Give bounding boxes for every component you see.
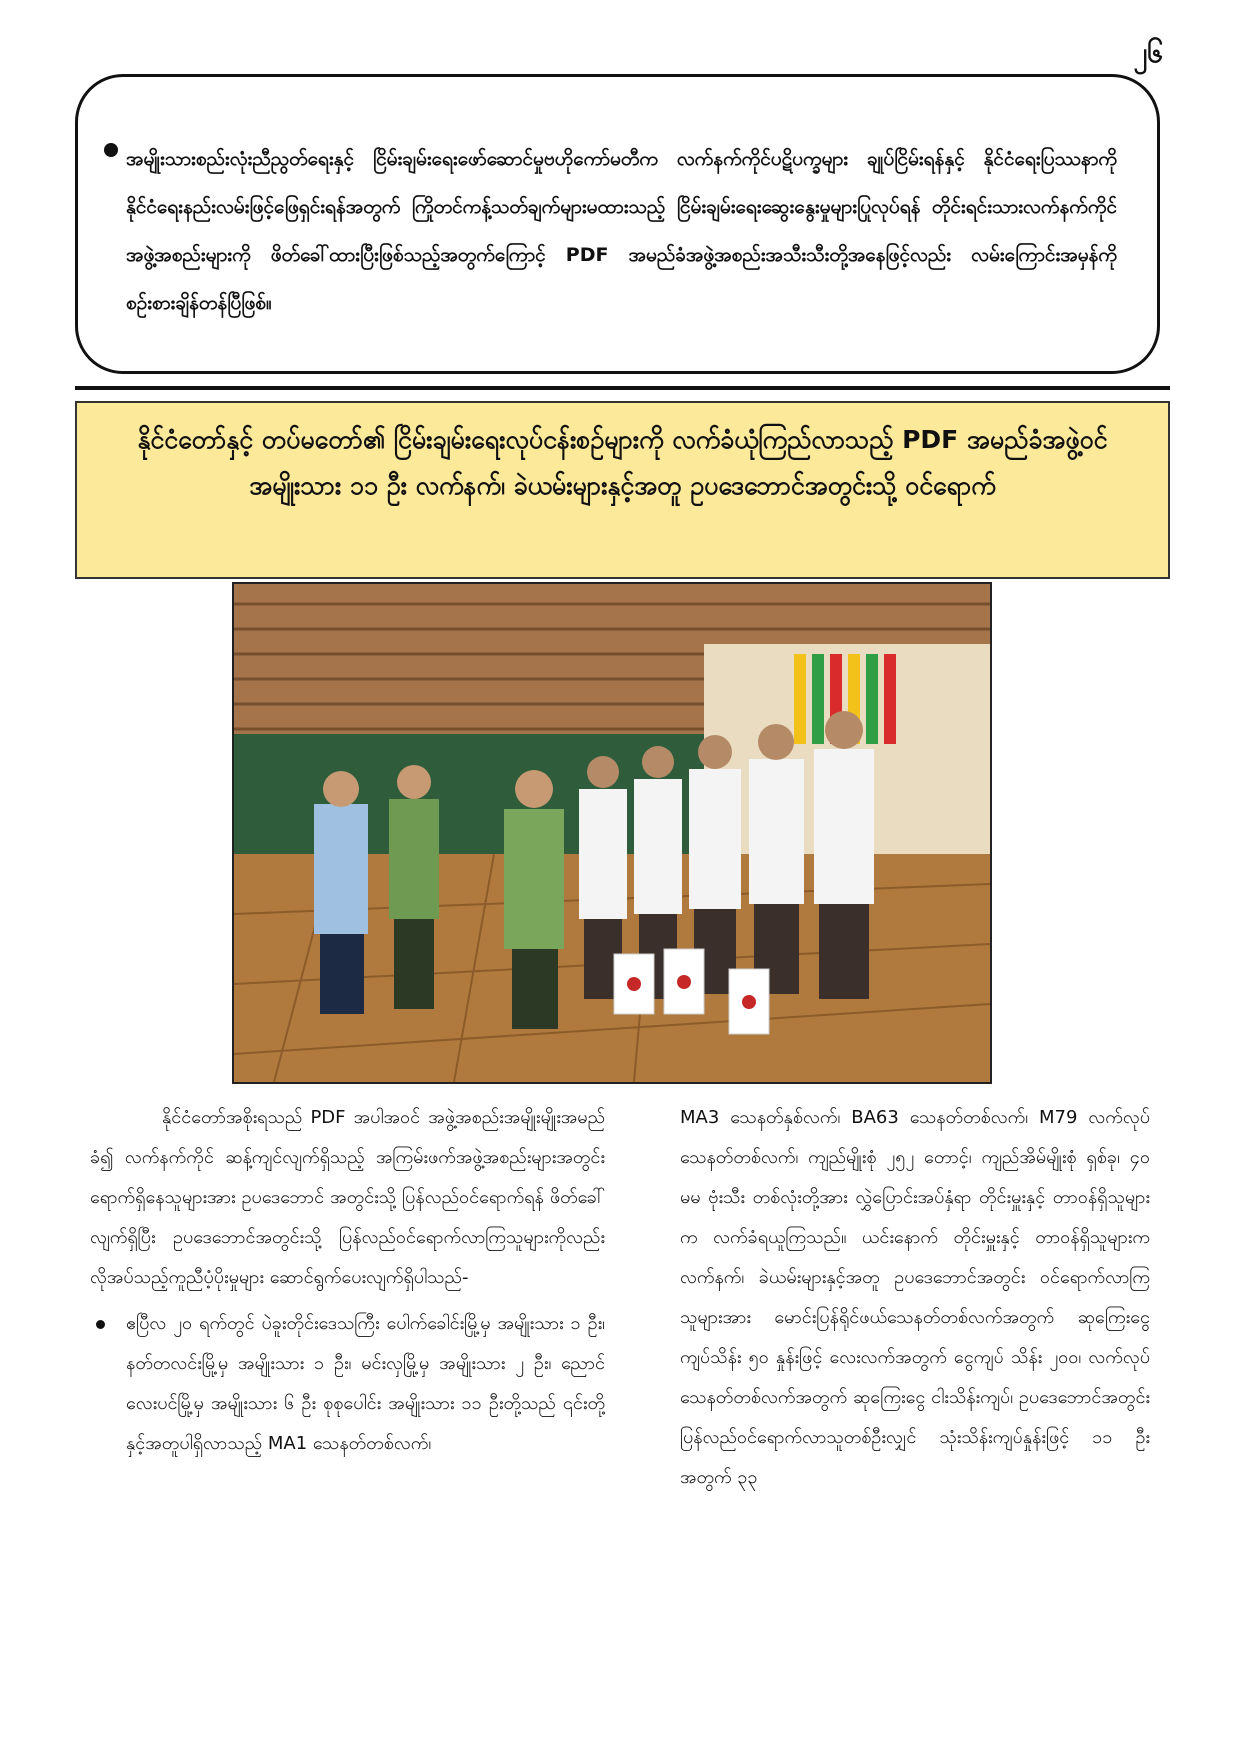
article-bullet-text: ဧပြီလ ၂၀ ရက်တွင် ပဲခူးတိုင်းဒေသကြီး ပေါက်ခေါင်းမြို့မှ အမျိုးသား ၁ ဦး၊ နတ်တလင်းမြို့မှ အမျိုးသား ၁ ဦး၊ မင်းလှမြို့မှ အမျိုးသား ၂ ဦး၊ ညောင်လေးပင်မြို့မှ အမျိုးသား ၆ ဦး စုစုပေါင်း အမျိုးသား ၁၁ ဦးတို့သည် ၎င်းတို့နှင့်အတူပါရှိလာသည့် MA1 သေနတ်တစ်လက်၊ [126,1313,605,1454]
section-divider [75,386,1170,390]
page-number: ၂၆ [1133,36,1163,69]
headline-box [75,401,1170,579]
article-intro-paragraph: နိုင်ငံတော်အစိုးရသည် PDF အပါအဝင် အဖွဲ့အစည်းအမျိုးမျိုးအမည်ခံ၍ လက်နက်ကိုင် ဆန့်ကျင်လျက်ရှိသည့် အကြမ်းဖက်အဖွဲ့အစည်းများအတွင်း ရောက်ရှိနေသူများအား ဥပဒေဘောင် အတွင်းသို့ ပြန်လည်ဝင်ရောက်ရန် ဖိတ်ခေါ်လျက်ရှိပြီး ဥပဒေဘောင်အတွင်းသို့ ပြန်လည်ဝင်ရောက်လာကြသူများကိုလည်း လိုအပ်သည့်ကူညီပံ့ပိုးမှုများ ဆောင်ရွက်ပေးလျက်ရှိပါသည်- [90,1107,605,1288]
article-right-column [680,1098,1150,1498]
headline: နိုင်ငံတော်နှင့် တပ်မတော်၏ ငြိမ်းချမ်းရေးလုပ်ငန်းစဉ်များကို လက်ခံယုံကြည်လာသည့် PDF အမည်ခံအဖွဲ့ဝင် အမျိုးသား ၁၁ ဦး လက်နက်၊ ခဲယမ်းများနှင့်အတူ ဥပဒေဘောင်အတွင်းသို့ ဝင်ရောက် [137,425,1108,500]
article-continued-paragraph: MA3 သေနတ်နှစ်လက်၊ BA63 သေနတ်တစ်လက်၊ M79 လက်လုပ်သေနတ်တစ်လက်၊ ကျည်မျိုးစုံ ၂၅၂ တောင့်၊ ကျည်အိမ်မျိုးစုံ ရှစ်ခု၊ ၄၀ မမ ဗုံးသီး တစ်လုံးတို့အား လွှဲပြောင်းအပ်နှံရာ တိုင်းမှူးနှင့် တာဝန်ရှိသူများက လက်ခံရယူကြသည်။ ယင်းနောက် တိုင်းမှူးနှင့် တာဝန်ရှိသူများက လက်နက်၊ ခဲယမ်းများနှင့်အတူ ဥပဒေဘောင်အတွင်း ဝင်ရောက်လာကြသူများအား မောင်းပြန်ရိုင်ဖယ်သေနတ်တစ်လက်အတွက် ဆုကြေးငွေ ကျပ်သိန်း ၅၀ နှုန်းဖြင့် လေးလက်အတွက် ငွေကျပ် သိန်း ၂၀၀၊ လက်လုပ်သေနတ်တစ်လက်အတွက် ဆုကြေးငွေ ငါးသိန်းကျပ်၊ ဥပဒေဘောင်အတွင်း ပြန်လည်ဝင်ရောက်လာသူတစ်ဦးလျှင် သုံးသိန်းကျပ်နှုန်းဖြင့် ၁၁ ဦး အတွက် ၃၃ [680,1107,1150,1488]
bullet-dot-icon [104,143,118,157]
article-left-column [90,1098,605,1464]
news-photo [232,582,992,1084]
callout-text: အမျိုးသားစည်းလုံးညီညွတ်ရေးနှင့် ငြိမ်းချမ်းရေးဖော်ဆောင်မှုဗဟိုကော်မတီက လက်နက်ကိုင်ပဋိပက္ခများ ချုပ်ငြိမ်းရန်နှင့် နိုင်ငံရေးပြဿနာကို နိုင်ငံရေးနည်းလမ်းဖြင့်ဖြေရှင်းရန်အတွက် ကြိုတင်ကန့်သတ်ချက်များမထားသည့် ငြိမ်းချမ်းရေးဆွေးနွေးမှုများပြုလုပ်ရန် တိုင်းရင်းသားလက်နက်ကိုင်အဖွဲ့အစည်းများကို ဖိတ်ခေါ်ထားပြီးဖြစ်သည့်အတွက်ကြောင့် PDF အမည်ခံအဖွဲ့အစည်းအသီးသီးတို့အနေဖြင့်လည်း လမ်းကြောင်းအမှန်ကို စဉ်းစားချိန်တန်ပြီဖြစ်။ [126,148,1117,314]
article-bullet-item [90,1304,605,1464]
callout-box [75,74,1160,374]
bullet-dot-icon [96,1320,105,1329]
